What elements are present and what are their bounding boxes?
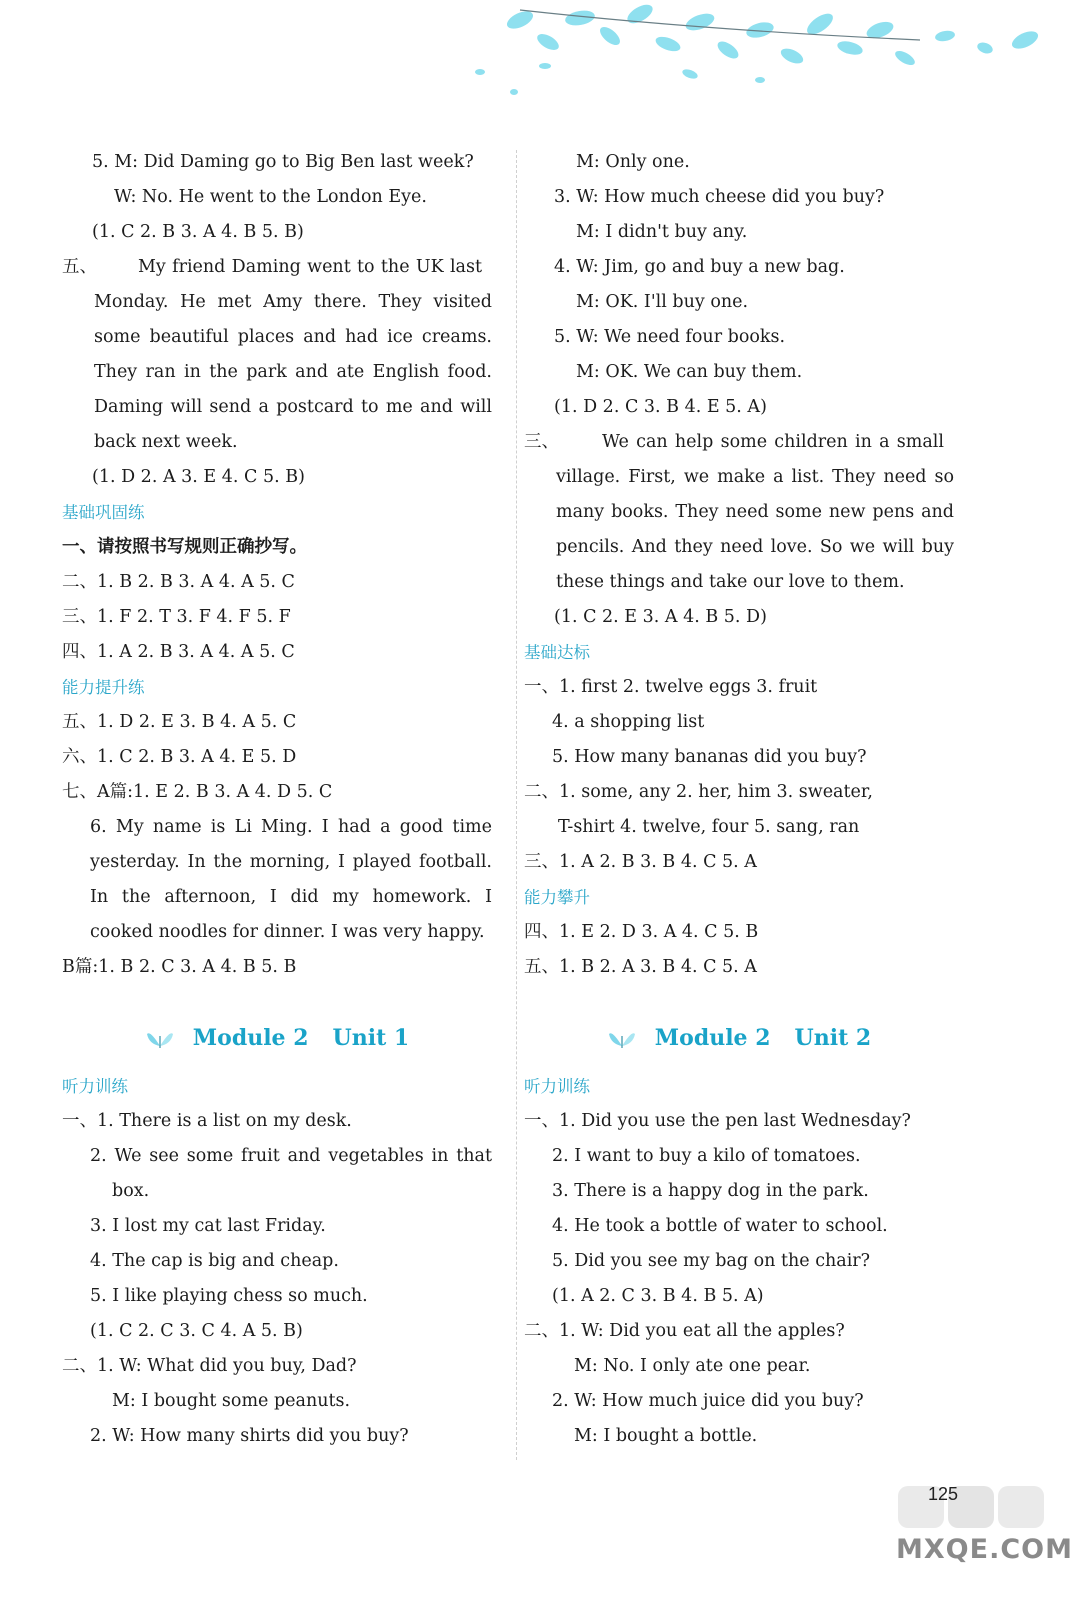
passage-line: village. First, we make a list. They need so bbox=[556, 467, 954, 487]
answer-line: 二、1. some, any 2. her, him 3. sweater, bbox=[524, 782, 873, 802]
answer-line: 三、1. F 2. T 3. F 4. F 5. F bbox=[62, 607, 291, 627]
answer-key: (1. D 2. C 3. B 4. E 5. A) bbox=[554, 397, 767, 417]
passage-label: 五、 bbox=[62, 257, 97, 277]
passage-line: some beautiful places and had ice creams. bbox=[94, 327, 492, 347]
passage-line: Monday. He met Amy there. They visited bbox=[94, 292, 492, 312]
listening-line: 一、1. Did you use the pen last Wednesday? bbox=[524, 1111, 911, 1131]
answer-line: B篇:1. B 2. C 3. A 4. B 5. B bbox=[62, 957, 297, 977]
answer-line: 四、1. A 2. B 3. A 4. A 5. C bbox=[62, 642, 295, 662]
butterfly-icon bbox=[145, 1028, 175, 1050]
leaf-branch-decoration bbox=[0, 0, 1075, 110]
writing-line: cooked noodles for dinner. I was very happy. bbox=[90, 922, 485, 942]
answer-key: (1. C 2. C 3. C 4. A 5. B) bbox=[90, 1321, 303, 1341]
module-title: Module 2 bbox=[654, 1025, 771, 1051]
answer-line: 5. How many bananas did you buy? bbox=[552, 747, 867, 767]
passage-first-line bbox=[62, 250, 492, 285]
listening-line: M: I bought some peanuts. bbox=[112, 1391, 351, 1411]
answer-line: 四、1. E 2. D 3. A 4. C 5. B bbox=[524, 922, 759, 942]
answer-line: 五、1. D 2. E 3. B 4. A 5. C bbox=[62, 712, 297, 732]
section-heading-standard: 基础达标 bbox=[524, 643, 590, 662]
section-heading-basic: 基础巩固练 bbox=[62, 503, 145, 522]
listening-line: 3. I lost my cat last Friday. bbox=[90, 1216, 326, 1236]
listening-line: 3. There is a happy dog in the park. bbox=[552, 1181, 869, 1201]
answer-line: T-shirt 4. twelve, four 5. sang, ran bbox=[558, 817, 860, 837]
passage-label: 三、 bbox=[524, 432, 559, 452]
answer-line: 二、1. B 2. B 3. A 4. A 5. C bbox=[62, 572, 295, 592]
writing-line: 6. My name is Li Ming. I had a good time bbox=[90, 817, 492, 837]
listening-line: 4. He took a bottle of water to school. bbox=[552, 1216, 888, 1236]
listening-line: box. bbox=[112, 1181, 150, 1201]
section-heading-listening: 听力训练 bbox=[62, 1077, 128, 1096]
passage-first-line bbox=[524, 425, 954, 460]
passage-line: back next week. bbox=[94, 432, 238, 452]
answer-line: 一、1. first 2. twelve eggs 3. fruit bbox=[524, 677, 818, 697]
listening-line: 2. W: How much juice did you buy? bbox=[552, 1391, 864, 1411]
listening-line: 2. I want to buy a kilo of tomatoes. bbox=[552, 1146, 861, 1166]
column-divider bbox=[516, 150, 517, 1460]
listening-line: 4. The cap is big and cheap. bbox=[90, 1251, 339, 1271]
dialogue-line: 4. W: Jim, go and buy a new bag. bbox=[554, 257, 845, 277]
passage-line: They ran in the park and ate English food. bbox=[94, 362, 492, 382]
answer-line: 4. a shopping list bbox=[552, 712, 705, 732]
dialogue-line: M: I didn't buy any. bbox=[576, 222, 748, 242]
answer-line: 五、1. B 2. A 3. B 4. C 5. A bbox=[524, 957, 757, 977]
answer-line: 一、请按照书写规则正确抄写。 bbox=[62, 537, 307, 557]
section-heading-ability: 能力提升练 bbox=[62, 678, 145, 697]
dialogue-line: 5. W: We need four books. bbox=[554, 327, 786, 347]
passage-line: pencils. And they need love. So we will buy bbox=[556, 537, 954, 557]
module-heading bbox=[524, 1013, 954, 1063]
section-heading-listening: 听力训练 bbox=[524, 1077, 590, 1096]
unit-title: Unit 2 bbox=[794, 1025, 872, 1051]
section-heading-climb: 能力攀升 bbox=[524, 888, 590, 907]
passage-text: We can help some children in a small bbox=[602, 432, 944, 452]
module-heading bbox=[62, 1013, 492, 1063]
right-column bbox=[524, 145, 954, 1454]
listening-line: M: No. I only ate one pear. bbox=[574, 1356, 811, 1376]
listening-line: 二、1. W: Did you eat all the apples? bbox=[524, 1321, 845, 1341]
page-number: 125 bbox=[928, 1484, 959, 1504]
listening-line: 5. I like playing chess so much. bbox=[90, 1286, 368, 1306]
writing-line: In the afternoon, I did my homework. I bbox=[90, 887, 492, 907]
answer-line: 三、1. A 2. B 3. B 4. C 5. A bbox=[524, 852, 757, 872]
watermark-text: MXQE.COM bbox=[896, 1534, 1073, 1565]
dialogue-line: M: Only one. bbox=[576, 152, 690, 172]
unit-title: Unit 1 bbox=[332, 1025, 410, 1051]
answer-line: 5. M: Did Daming go to Big Ben last week? bbox=[92, 152, 474, 172]
passage-text: My friend Daming went to the UK last bbox=[138, 257, 482, 277]
answer-key: (1. C 2. E 3. A 4. B 5. D) bbox=[554, 607, 767, 627]
answer-line: W: No. He went to the London Eye. bbox=[114, 187, 427, 207]
listening-line: 2. W: How many shirts did you buy? bbox=[90, 1426, 409, 1446]
listening-line: 二、1. W: What did you buy, Dad? bbox=[62, 1356, 357, 1376]
dialogue-line: 3. W: How much cheese did you buy? bbox=[554, 187, 885, 207]
passage-line: these things and take our love to them. bbox=[556, 572, 905, 592]
left-column bbox=[62, 145, 492, 1454]
answer-line: 六、1. C 2. B 3. A 4. E 5. D bbox=[62, 747, 297, 767]
listening-line: 2. We see some fruit and vegetables in that bbox=[90, 1146, 492, 1166]
dialogue-line: M: OK. We can buy them. bbox=[576, 362, 803, 382]
listening-line: M: I bought a bottle. bbox=[574, 1426, 758, 1446]
listening-line: 5. Did you see my bag on the chair? bbox=[552, 1251, 871, 1271]
butterfly-icon bbox=[607, 1028, 637, 1050]
passage-line: Daming will send a postcard to me and will bbox=[94, 397, 492, 417]
module-title: Module 2 bbox=[192, 1025, 309, 1051]
writing-line: yesterday. In the morning, I played football. bbox=[90, 852, 492, 872]
answer-key: (1. A 2. C 3. B 4. B 5. A) bbox=[552, 1286, 764, 1306]
listening-line: 一、1. There is a list on my desk. bbox=[62, 1111, 352, 1131]
answer-key: (1. C 2. B 3. A 4. B 5. B) bbox=[92, 222, 304, 242]
dialogue-line: M: OK. I'll buy one. bbox=[576, 292, 749, 312]
watermark-logo bbox=[880, 1478, 1060, 1586]
answer-line: 七、A篇:1. E 2. B 3. A 4. D 5. C bbox=[62, 782, 333, 802]
answer-key: (1. D 2. A 3. E 4. C 5. B) bbox=[92, 467, 305, 487]
passage-line: many books. They need some new pens and bbox=[556, 502, 954, 522]
